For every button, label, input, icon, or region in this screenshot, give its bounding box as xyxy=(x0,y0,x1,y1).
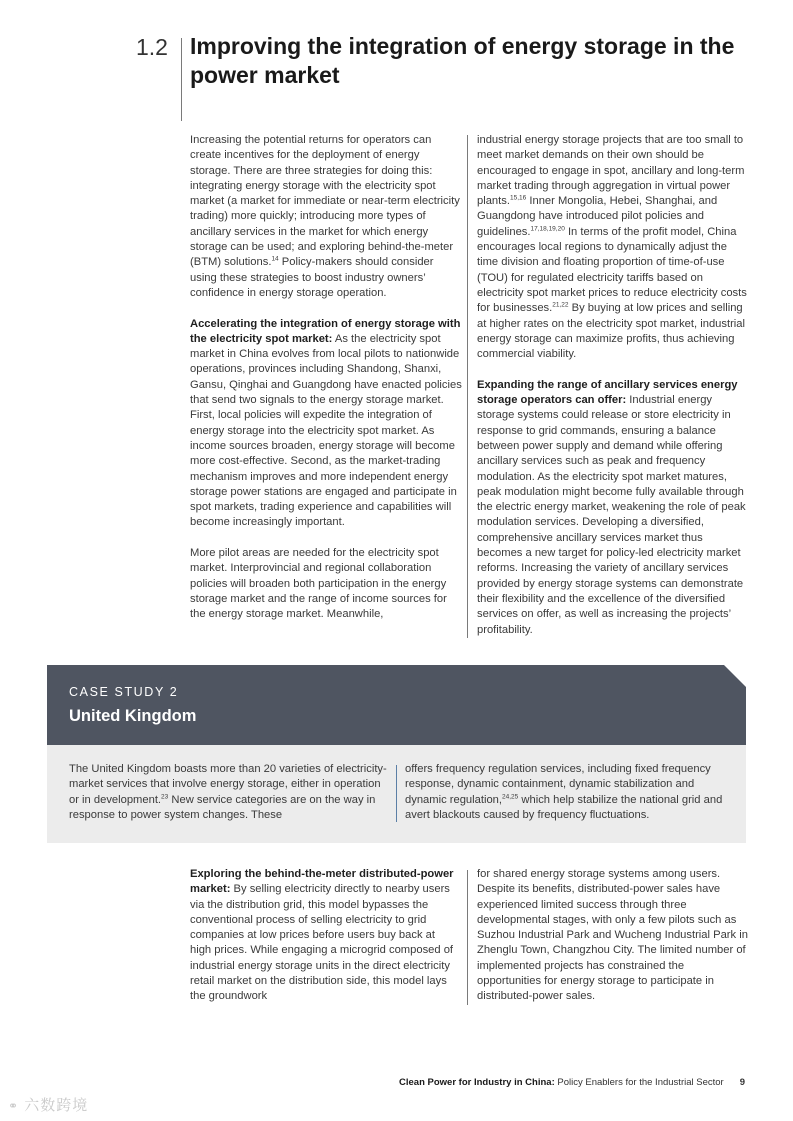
paragraph-pilot-areas: More pilot areas are needed for the electricity spot market. Interprovincial and regional collaboration policies will broaden both participation in the energy storage market and the range of income sources for the energy storage market. Meanwhile, xyxy=(190,547,447,621)
watermark-logo-icon: ⚭ xyxy=(8,1099,20,1113)
page-title: Improving the integration of energy storage in the power market xyxy=(190,33,735,88)
case-study-body xyxy=(47,745,746,843)
section-number: 1.2 xyxy=(136,34,168,60)
watermark: ⚭ 六数跨境 xyxy=(8,1097,89,1114)
paragraph-aggregation: industrial energy storage projects that are too small to meet market demands on their own should be encouraged to engage in spot, ancillary and long-term market trading through aggregation in virtual power plants.$^{15,16}$ Inner Mongolia, Hebei, Shanghai, and Guangdong have introduced pilot policies and guidelines.$^{17,18,19,20}$ In terms of the profit model, China encourages local regions to dynamically adjust the time division and floating proportion of time-of-use (TOU) for regulated electricity tariffs based on electricity spot market prices to reduce electricity costs for businesses.$^{21,22}$ By buying at low prices and selling at higher rates on the electricity spot market, industrial energy storage can maximize profits, thus achieving commercial viability. xyxy=(477,134,747,361)
paragraph-btm: Exploring the behind-the-meter distributed-power market: By selling electricity directly to nearby users via the distribution grid, this model bypasses the conventional process of selling electricity to grid companies at low prices before users buy back at high prices. While engaging a microgrid composed of industrial energy storage units in the direct electricity retail market on the distribution side, this model lays the groundwork xyxy=(190,868,454,1003)
case-study-left-text: The United Kingdom boasts more than 20 varieties of electricity-market services that involve energy storage, either in operation or in development.$^{23}$ New service categories are on the way in response to power system changes. These xyxy=(69,763,387,821)
paragraph-ancillary: Expanding the range of ancillary services energy storage operators can offer: Industrial energy storage systems could release or store electricity in response to grid commands, ensuring a balance between power supply and demand while offering ancillary services such as peak and frequency modulation. As the electricity spot market matures, peak modulation might become fully available through the electric energy market, weakening the role of peak modulation services. Developing a diversified, comprehensive ancillary services market thus becomes a new target for policy-led electricity market reforms. Increasing the variety of ancillary services provided by energy storage systems can demonstrate their flexibility and the excellence of the diversified services on offer, as well as increasing the projects’ profitability. xyxy=(477,378,746,636)
footer-report-title: Clean Power for Industry in China: xyxy=(399,1077,555,1088)
column-4 xyxy=(477,867,749,1020)
paragraph-heading: Accelerating the integration of energy storage with the electricity spot market: xyxy=(190,317,461,345)
footer-subtitle: Policy Enablers for the Industrial Sector xyxy=(554,1077,724,1088)
paragraph-spot-market: Accelerating the integration of energy storage with the electricity spot market: As the electricity spot market in China evolves from local pilots to nationwide operations, provinces including Shandong, Shanxi, Gansu, Qinghai and Guangdong have enacted policies that send two signals to the energy storage market. First, local policies will expedite the integration of energy storage into the electricity spot market. As income sources broaden, energy storage will become more cost-effective. Second, as the market-trading mechanism improves and more independent energy storage power stations are engaged and participate in spot markets, trading experience and capabilities will become increasingly important. xyxy=(190,317,462,529)
case-study-right-text: offers frequency regulation services, including fixed frequency response, dynamic containment, dynamic stabilization and dynamic regulation,$^{24,25}$ which help stabilize the national grid and avert blackouts caused by frequency fluctuations. xyxy=(405,763,723,821)
case-study-divider xyxy=(396,765,397,822)
case-study-title: United Kingdom xyxy=(69,707,197,725)
column-divider xyxy=(467,870,468,1005)
column-1 xyxy=(190,133,462,638)
case-study-header xyxy=(47,665,746,745)
column-divider xyxy=(467,135,468,638)
column-2 xyxy=(477,133,749,653)
paragraph-heading: Expanding the range of ancillary services energy storage operators can offer: xyxy=(477,378,738,407)
column-3 xyxy=(190,867,454,1020)
paragraph-heading: Exploring the behind-the-meter distributed-power market: xyxy=(190,868,454,896)
paragraph-intro: Increasing the potential returns for operators can create incentives for the deployment of energy storage. There are three strategies for doing this: integrating energy storage with the electricity spot market (a market for immediate or near-term electricity trading) more quickly; introducing more types of ancillary services in the market for which energy storage can be used; and exploring behind-the-meter (BTM) solutions.$^{14}$ Policy-makers should consider using these strategies to boost industry owners’ confidence in energy storage operation. xyxy=(190,134,460,299)
page-number: 9 xyxy=(739,1077,745,1088)
corner-notch xyxy=(724,665,746,687)
page-footer xyxy=(399,1077,745,1088)
paragraph-distributed-power: for shared energy storage systems among users. Despite its benefits, distributed-power sales have experienced limited success through three developmental stages, with only a few pilots such as Suzhou Industrial Park and Wucheng Industrial Park in Zhenglu Town, Changzhou City. The limited number of implemented projects has constrained the opportunities for energy storage to participate in distributed-power sales. xyxy=(477,868,748,1003)
heading-divider xyxy=(181,38,182,121)
case-study-label: CASE STUDY 2 xyxy=(69,685,179,699)
